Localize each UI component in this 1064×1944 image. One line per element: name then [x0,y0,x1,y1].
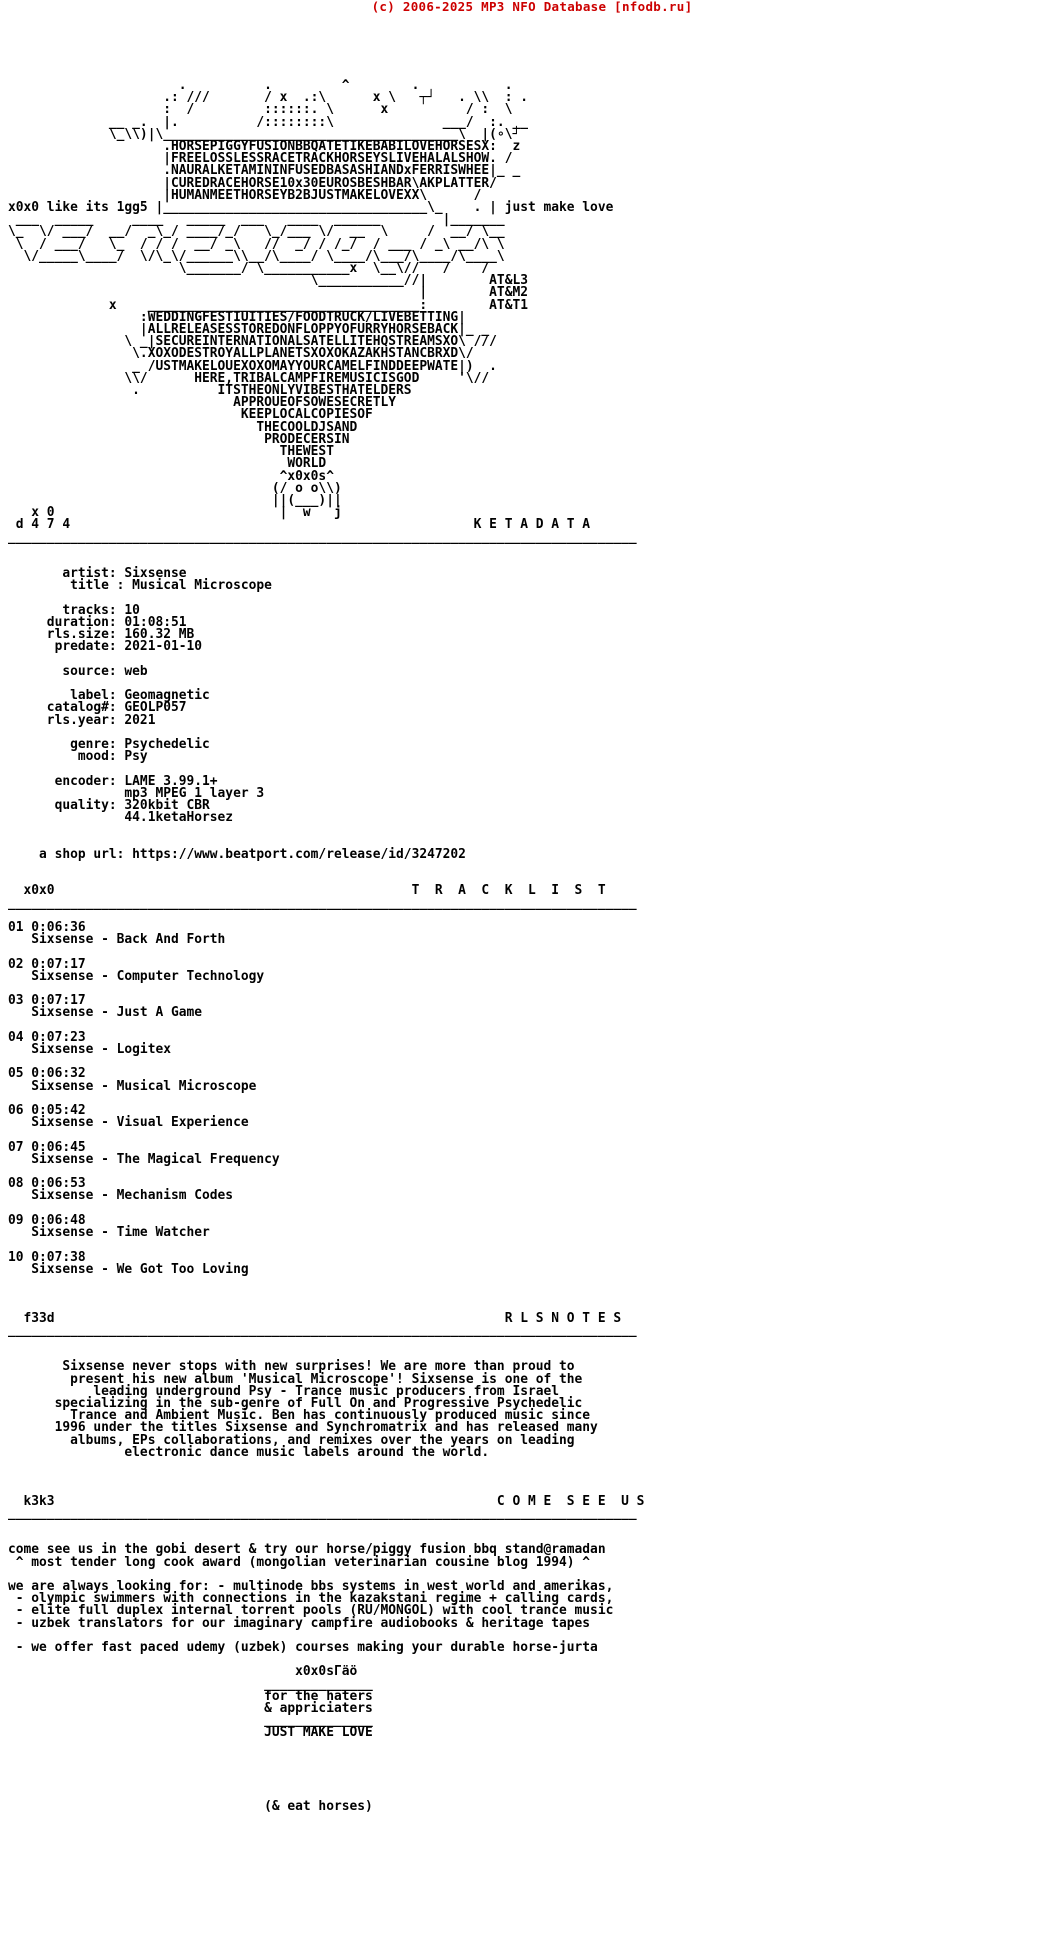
nfo-text-body: . . ^ . . .: /// / x .:\ x \ ┬┘ . \\ : . : / ::::::. \ x / : \ __ _. |. /::::::::\ ___/ :. __ \_\\)|\______________________________________\ |(∘\┘ .HORSEPIGGYFUSIONBBQATETIKEBABILOVEHORSESX: z |FREELOSSLESSRACETRACKHORSEYSLIVEHALALSHOW. / .NAURALKETAMININFUSEDBASASHIANDxFERRISWHEE|_ _ |CUREDRACEHORSE10x30EUROSBESHBAR\AKPLATTER/ |HUMANMEETHORSEYB2BJUSTMAKELOVEXX\ / x0x0 like its 1gg5 |__________________________________\_ . | just make love ___ _____ ____ _____ ___ ____ ______ |_______ \_ \/ ___/ __/ _\_/ ____/_/ \_/___ \/ __ \ / __/ \__ \ / ___/ \_ / / / __/ _\ // _/ / /_/ / ___ / _\ __/\ \ \/_____\____/ \/\_\/______\\__/\____/ \____/\___/\____/\____\ \_______/ \___________x \__\// / / \___________//| AT&L3 | AT&M2 x ___________________________________: AT&T1 :WEDDINGFESTIUITIES/FOODTRUCK/LIVEBETTING| |ALLRELEASESSTOREDONFLOPPYOFURRYHORSEBACK|_ _ \ _|SECUREINTERNATIONALSATELLITEHQSTREAMSXO\ /// \.XOXODESTROYALLPLANETSXOXOKAZAKHSTANCBRXD\/ _ /USTMAKELOUEXOXOMAYYOURCAMELFINDDEEPWATE|) . \\/ HERE,TRIBALCAMPFIREMUSICISGOD '\// . ITSTHEONLYVIBESTHATELDERS APPROUEOFSOWESECRETLY KEEPLOCALCOPIESOF THECOOLDJSAND PRODECERSIN THEWEST WORLD ^x0x0s^ (/ o o\\) ||(___)|| x 0 | w j d 4 7 4 K E T A D A T A _________________________________________________________________________________ artist: Sixsense title : Musical Microscope tracks: 10 duration: 01:08:51 rls.size: 160.32 MB predate: 2021-01-10 source: web label: Geomagnetic catalog#: GEOLP057 rls.year: 2021 genre: Psychedelic mood: Psy encoder: LAME 3.99.1+ mp3 MPEG 1 layer 3 quality: 320kbit CBR 44.1ketaHorsez a shop url: https://www.beatport.com/release/id/3247202 x0x0 T R A C K L I S T _________________________________________________________________________________ 01 0:06:36 Sixsense - Back And Forth 02 0:07:17 Sixsense - Computer Technology 03 0:07:17 Sixsense - Just A Game 04 0:07:23 Sixsense - Logitex 05 0:06:32 Sixsense - Musical Microscope 06 0:05:42 Sixsense - Visual Experience 07 0:06:45 Sixsense - The Magical Frequency 08 0:06:53 Sixsense - Mechanism Codes 09 0:06:48 Sixsense - Time Watcher 10 0:07:38 Sixsense - We Got Too Loving f33d R L S N O T E S _________________________________________________________________________________ Sixsense never stops with new surprises! We are more than proud to present his new album 'Musical Microscope'! Sixsense is one of the leading underground Psy - Trance music producers from Israel specializing in the sub-genre of Full On and Progressive Psychedelic Trance and Ambient Music. Ben has continuously produced music since 1996 under the titles Sixsense and Synchromatrix and has released many albums, EPs collaborations, and remixes over the years on leading electronic dance music labels around the world. k3k3 C O M E S E E U S _________________________________________________________________________________ come see us in the gobi desert & try our horse/piggy fusion bbq stand@ramadan ^ most tender long cook award (mongolian veterinarian cousine blog 1994) ^ we are always looking for: - multinode bbs systems in west world and amerikas, - olympic swimmers with connections in the kazakstani regime + calling cards, - elite full duplex internal torrent pools (RU/MONGOL) with cool trance music - uzbek translators for our imaginary campfire audiobooks & heritage tapes - we offer fast paced udemy (uzbek) courses making your durable horse-jurta x0x0sГäö ______________ for the haters & appriciaters ______________ JUST MAKE LOVE (& eat horses) [8,78,645,1814]
site-credit-header: (c) 2006-2025 MP3 NFO Database [nfodb.ru] [371,0,693,14]
